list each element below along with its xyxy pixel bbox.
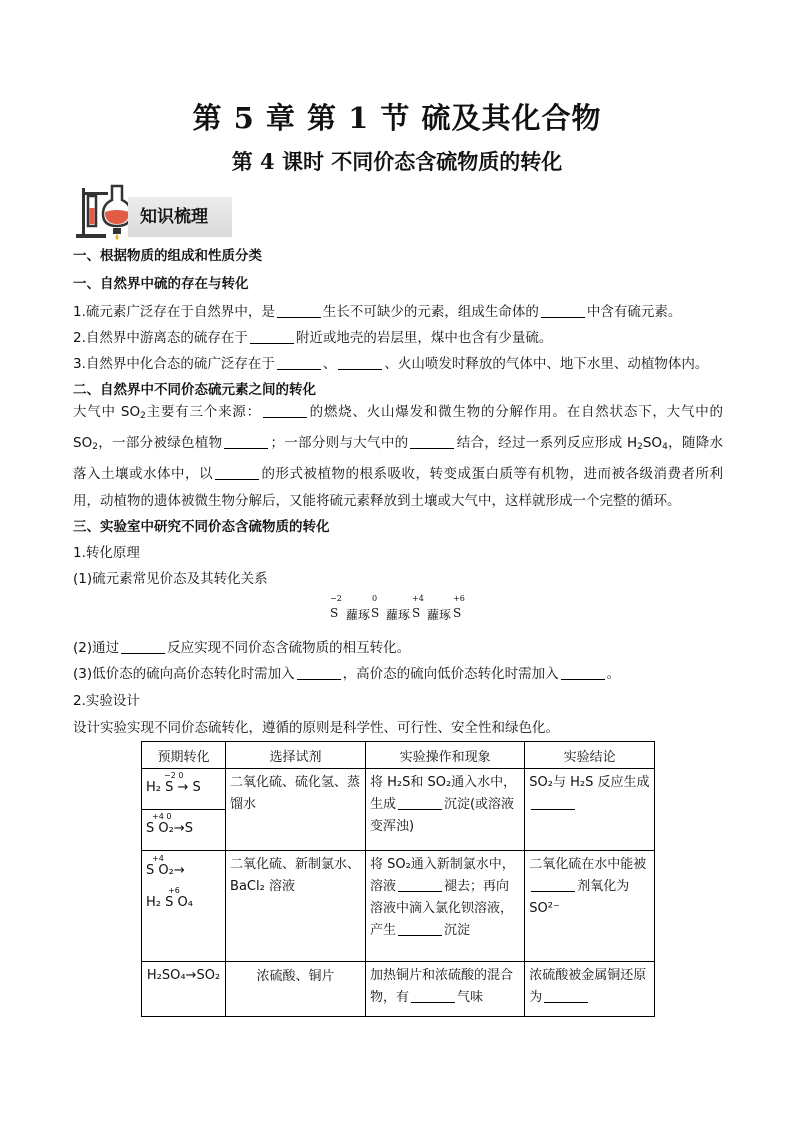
reagent-cell: 浓硫酸、铜片 — [226, 962, 366, 1017]
answer-blank[interactable] — [297, 666, 341, 681]
answer-blank[interactable] — [263, 404, 307, 419]
text-line-2: 2.自然界中游离态的硫存在于 附近或地壳的岩层里，煤中也含有少量硫。 — [73, 330, 553, 346]
page-title: 第 5 章 第 1 节 硫及其化合物 — [192, 101, 602, 135]
operation-cell: 将 H₂S和 SO₂通入水中，生成 沉淀(或溶液变浑浊) — [365, 769, 524, 851]
heading-valence-nature: 二、自然界中不同价态硫元素之间的转化 — [73, 382, 316, 398]
experiment-design-table — [141, 741, 655, 1017]
conclusion-cell: SO₂与 H₂S 反应生成 — [525, 769, 655, 851]
answer-blank[interactable] — [121, 640, 165, 655]
answer-blank[interactable] — [398, 878, 442, 892]
transform-cell: +4 0 S O₂→S — [142, 810, 226, 851]
answer-blank[interactable] — [398, 922, 442, 936]
table-row — [142, 851, 655, 962]
subheading-valence-relation: (1)硫元素常见价态及其转化关系 — [73, 571, 268, 587]
arrow-label: 蘿琢 — [386, 608, 411, 622]
header-cell: 实验操作和现象 — [365, 742, 524, 769]
answer-blank[interactable] — [561, 666, 605, 681]
header-cell: 实验结论 — [525, 742, 655, 769]
text-line-principles: 设计实验实现不同价态硫转化，遵循的原则是科学性、可行性、安全性和绿色化。 — [73, 720, 559, 736]
answer-blank[interactable] — [224, 435, 268, 450]
arrow-label: 蘿琢 — [346, 608, 371, 622]
subheading-principle: 1.转化原理 — [73, 545, 140, 561]
answer-blank[interactable] — [215, 466, 259, 481]
subheading-design: 2.实验设计 — [73, 693, 140, 709]
conclusion-cell: 浓硫酸被金属铜还原为 — [525, 962, 655, 1017]
answer-blank[interactable] — [544, 989, 588, 1003]
text-line-3: 3.自然界中化合态的硫广泛存在于 、 、火山喷发时释放的气体中、地下水里、动植物体内。 — [73, 356, 709, 372]
lab-flask-icon — [74, 182, 132, 240]
transform-cell: +4 S O₂→ +6 H₂ S O₄ — [142, 851, 226, 962]
operation-cell: 加热铜片和浓硫酸的混合物，有 气味 — [365, 962, 524, 1017]
heading-classification: 一、根据物质的组成和性质分类 — [73, 248, 262, 264]
reagent-cell: 二氧化硫、新制氯水、BaCl₂ 溶液 — [226, 851, 366, 962]
table-row — [142, 962, 655, 1017]
table-row — [142, 769, 655, 810]
answer-blank[interactable] — [338, 356, 382, 371]
answer-blank[interactable] — [410, 435, 454, 450]
transform-cell: −2 0 H₂ S → S — [142, 769, 226, 810]
answer-blank[interactable] — [398, 796, 442, 810]
table-header-row — [142, 742, 655, 769]
header-cell: 预期转化 — [142, 742, 226, 769]
reagent-cell: 二氧化硫、硫化氢、蒸馏水 — [226, 769, 366, 851]
answer-blank[interactable] — [250, 330, 294, 345]
arrow-label: 蘿琢 — [427, 608, 452, 622]
operation-cell: 将 SO₂通入新制氯水中，溶液 褪去；再向溶液中滴入氯化钡溶液，产生 沉淀 — [365, 851, 524, 962]
answer-blank[interactable] — [277, 356, 321, 371]
sulfur-cycle-paragraph: 大气中 $SO_2$主要有三个来源： 的燃烧、火山爆发和微生物的分解作用。在自然状态下，大气中的 $SO_2$，一部分被绿色植物 ；一部分则与大气中的 结合，经过一系列反应形成 $H_2SO_4$，随降水落入土壤或水体中，以 的形式被植物的根系吸收，转变成蛋白质等有机物，进而被各级消费者所利用，动植物的遗体被微生物分解后，又能将硫元素释放到土壤或大气中，这样就形成一个完整的循环。 — [73, 404, 724, 509]
answer-blank[interactable] — [531, 878, 575, 892]
section-banner: 知识梳理 — [128, 197, 232, 237]
conclusion-cell: 二氧化硫在水中能被剂氧化为 SO²⁻ — [525, 851, 655, 962]
answer-blank[interactable] — [531, 796, 575, 810]
heading-lab-conversion: 三、实验室中研究不同价态含硫物质的转化 — [73, 519, 330, 535]
page-subtitle: 第 4 课时 不同价态含硫物质的转化 — [231, 149, 563, 174]
answer-blank[interactable] — [411, 989, 455, 1003]
answer-blank[interactable] — [277, 304, 321, 319]
answer-blank[interactable] — [541, 304, 585, 319]
heading-nature-sulfur: 一、自然界中硫的存在与转化 — [73, 276, 249, 292]
text-line-reagents: (3)低价态的硫向高价态转化时需加入 ，高价态的硫向低价态转化时需加入 。 — [73, 666, 621, 682]
text-line-1: 1.硫元素广泛存在于自然界中，是 生长不可缺少的元素，组成生命体的 中含有硫元素。 — [73, 304, 682, 320]
transform-cell: H₂SO₄→SO₂ — [142, 962, 226, 1017]
text-line-redox: (2)通过 反应实现不同价态含硫物质的相互转化。 — [73, 640, 411, 656]
header-cell: 选择试剂 — [226, 742, 366, 769]
